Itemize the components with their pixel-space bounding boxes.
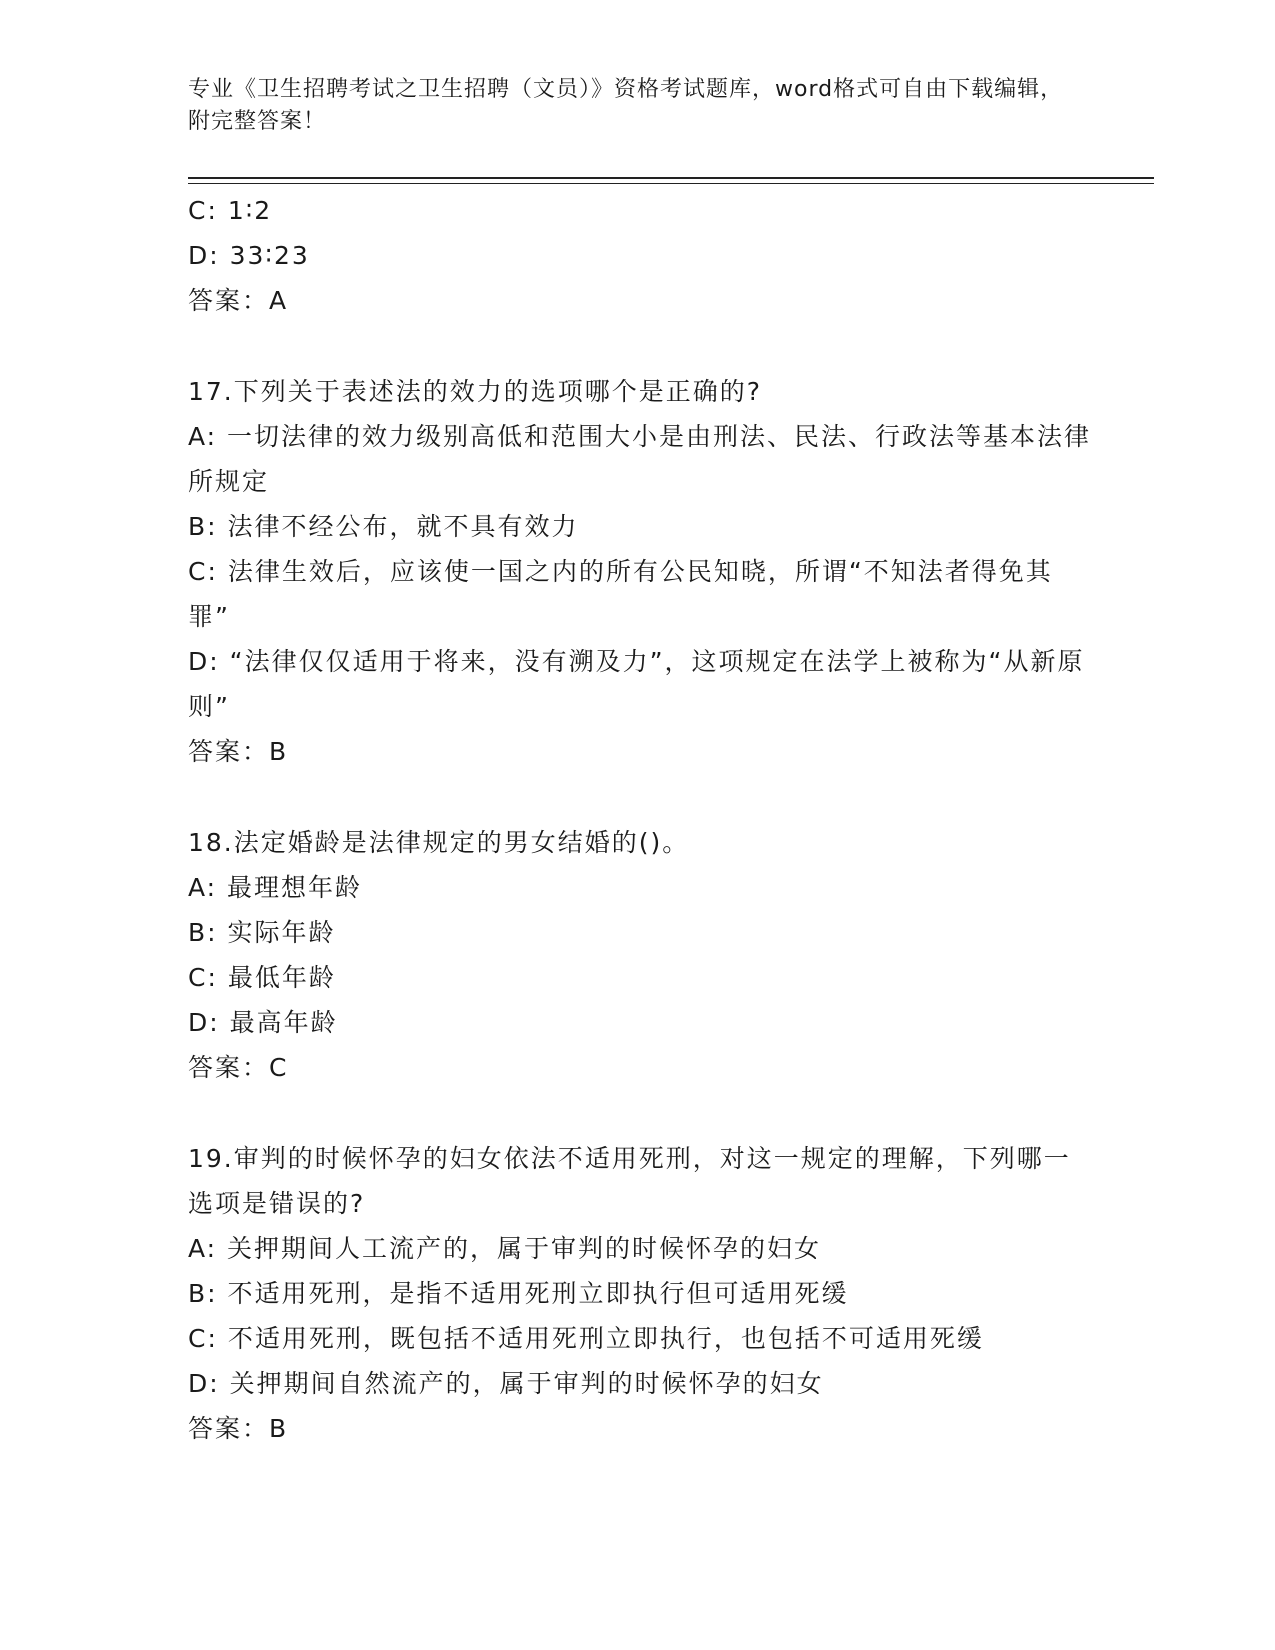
- header-divider-thin: [188, 183, 1154, 184]
- option-d: D: 最高年龄: [188, 1008, 338, 1037]
- answer: 答案：B: [188, 1414, 289, 1443]
- option-b: B: 法律不经公布，就不具有效力: [188, 512, 579, 541]
- option-a: A: 最理想年龄: [188, 873, 363, 902]
- option-c: C: 1∶2: [188, 196, 273, 225]
- option-b: B: 实际年龄: [188, 918, 336, 947]
- question-stem: 17.下列关于表述法的效力的选项哪个是正确的?: [188, 377, 763, 406]
- option-a: A: 一切法律的效力级别高低和范围大小是由刑法、民法、行政法等基本法律所规定: [188, 422, 1092, 496]
- option-b: B: 不适用死刑，是指不适用死刑立即执行但可适用死缓: [188, 1279, 849, 1308]
- question-stem: 18.法定婚龄是法律规定的男女结婚的()。: [188, 828, 690, 857]
- option-c: C: 不适用死刑，既包括不适用死刑立即执行，也包括不可适用死缓: [188, 1324, 984, 1353]
- answer: 答案：A: [188, 286, 289, 315]
- answer: 答案：C: [188, 1053, 289, 1082]
- option-d: D: 关押期间自然流产的，属于审判的时候怀孕的妇女: [188, 1369, 824, 1398]
- option-a: A: 关押期间人工流产的，属于审判的时候怀孕的妇女: [188, 1234, 822, 1263]
- option-d: D: 33∶23: [188, 241, 310, 270]
- question-stem: 19.审判的时候怀孕的妇女依法不适用死刑，对这一规定的理解，下列哪一选项是错误的?: [188, 1144, 1071, 1218]
- option-c: C: 最低年龄: [188, 963, 336, 992]
- answer: 答案：B: [188, 737, 289, 766]
- question-list: [188, 188, 1093, 1451]
- header-divider-thick: [188, 177, 1154, 179]
- option-d: D: “法律仅仅适用于将来，没有溯及力”，这项规定在法学上被称为“从新原则”: [188, 647, 1085, 721]
- option-c: C: 法律生效后，应该使一国之内的所有公民知晓，所谓“不知法者得免其罪”: [188, 557, 1053, 631]
- document-header: 专业《卫生招聘考试之卫生招聘（文员）》资格考试题库，word格式可自由下载编辑，附完整答案！: [188, 77, 1064, 134]
